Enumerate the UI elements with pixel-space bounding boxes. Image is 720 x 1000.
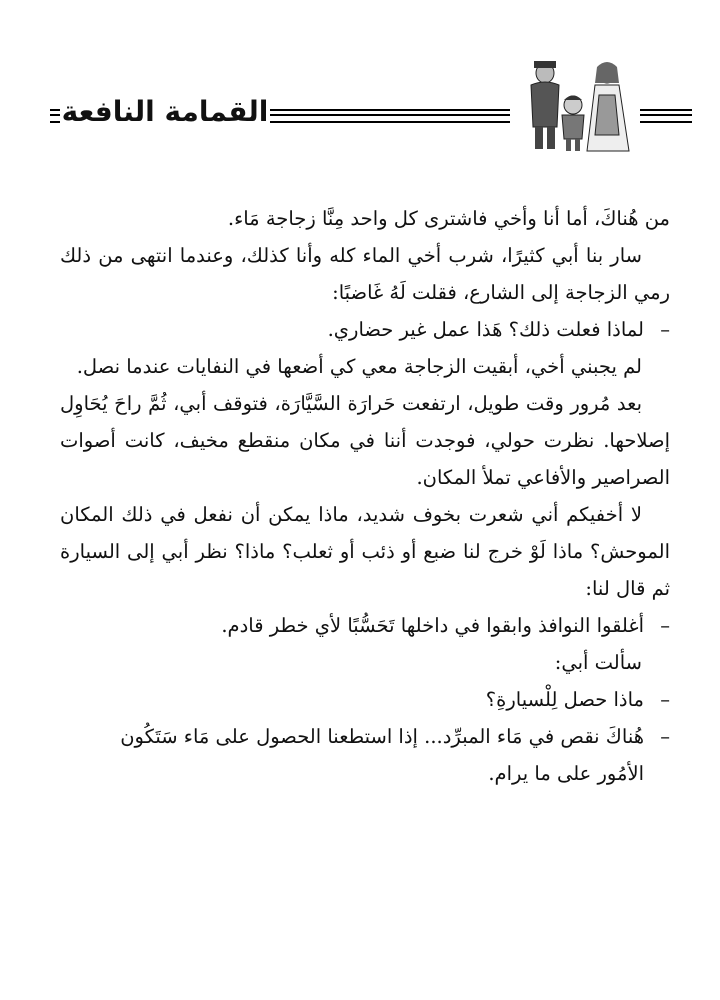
dialogue-4-text: هُناكَ نقص في مَاء المبرِّد... إذا استطعنا الحصول على مَاء سَتَكُون [120, 725, 644, 748]
dialogue-dash: – [660, 614, 670, 637]
paragraph-6: سألت أبي: [554, 651, 642, 674]
dialogue-3 [60, 681, 670, 718]
chapter-title: القمامة النافعة [61, 95, 269, 128]
dialogue-2-text: أغلقوا النوافذ وابقوا في داخلها تَحَسُّبًا لأي خطر قادم. [221, 614, 644, 637]
dialogue-1 [60, 311, 670, 348]
dialogue-1-text: لماذا فعلت ذلك؟ هَذا عمل غير حضاري. [327, 318, 644, 341]
header-rule-right [640, 109, 692, 123]
paragraph-3: لم يجبني أخي، أبقيت الزجاجة معي كي أضعها في النفايات عندما نصل. [76, 355, 642, 378]
dialogue-3-text: ماذا حصل لِلْسيارةِ؟ [485, 688, 644, 711]
story-text [60, 200, 670, 792]
dialogue-dash: – [660, 725, 670, 748]
family-figures-icon [515, 55, 635, 155]
family-illustration [515, 55, 635, 155]
dialogue-4-continued: الأمُور على ما يرام. [488, 762, 644, 785]
dialogue-4 [60, 718, 670, 755]
dialogue-dash: – [660, 688, 670, 711]
paragraph-2: سار بنا أبي كثيرًا، شرب أخي الماء كله وأنا كذلك، وعندما انتهى من ذلك رمي الزجاجة إلى الشارع، فقلت لَهُ غَاضبًا: [60, 244, 670, 304]
dialogue-2 [60, 607, 670, 644]
paragraph-1: من هُناكَ، أما أنا وأخي فاشترى كل واحد مِنَّا زجاجة مَاء. [227, 207, 670, 230]
paragraph-5: لا أخفيكم أني شعرت بخوف شديد، ماذا يمكن أن نفعل في ذلك المكان الموحش؟ ماذا لَوْ خرج لنا ضبع أو ذئب أو ثعلب؟ ماذا؟ نظر أبي إلى السيارة ثم قال لنا: [60, 503, 670, 600]
page-header [50, 55, 690, 165]
paragraph-4: بعد مُرور وقت طويل، ارتفعت حَرارَة السَّيَّارَة، فتوقف أبي، ثُمَّ راحَ يُحَاوِل إصلاحها. نظرت حولي، فوجدت أننا في مكان منقطع مخيف، كانت أصوات الصراصير والأفاعي تملأ المكان. [60, 392, 670, 489]
dialogue-dash: – [660, 318, 670, 341]
header-rule-middle [245, 109, 510, 123]
